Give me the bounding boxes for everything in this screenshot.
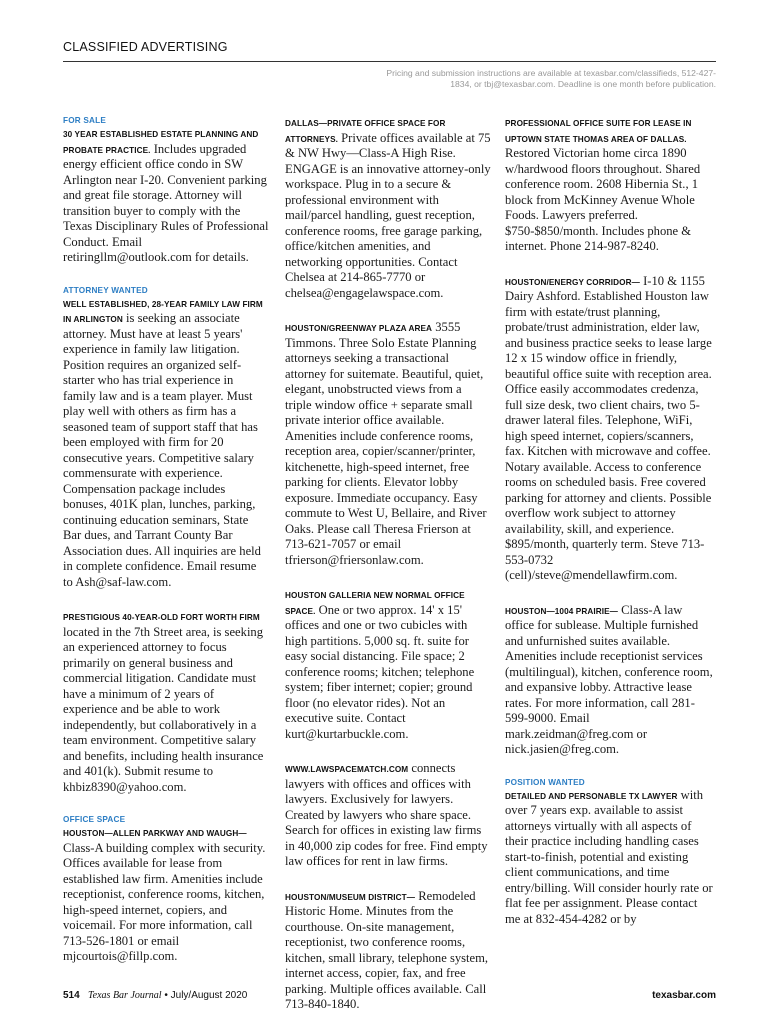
page-number: 514 xyxy=(63,990,80,1001)
classified-ad xyxy=(285,761,491,870)
ad-heading: PROFESSIONAL OFFICE SUITE FOR LEASE IN UPTOWN STATE THOMAS AREA OF DALLAS. xyxy=(505,119,692,144)
issue-date: July/August 2020 xyxy=(170,990,248,1001)
footer-bullet: • xyxy=(164,990,168,1001)
classified-ad xyxy=(63,609,269,795)
category-label: POSITION WANTED xyxy=(505,777,585,787)
ad-body: Includes upgraded energy efficient office condo in SW Arlington near I-20. Convenient parking and great file storage. Attorney will transition buyer to comply with the Texas Disciplinary Rules of Professional Conduct. Email retiringllm@outlook.com for details. xyxy=(63,141,269,264)
ad-body: with over 7 years exp. available to assist attorneys virtually with all aspects of their practice including handling cases start-to-finish, potential and existing client communications, and time entry/billing. Will consider hourly rate or flat fee per assignment. Please contact me at 832-454-4282 or by xyxy=(505,787,713,926)
ad-heading: 30 YEAR ESTABLISHED ESTATE PLANNING AND PROBATE PRACTICE. xyxy=(63,130,259,155)
ad-body: connects lawyers with offices and offices with lawyers. Exclusively for lawyers. Created by lawyers who share space. Search for offices in existing law firms in 40,000 zip codes for free. Find empty law offices for rent in law firms. xyxy=(285,761,488,868)
ad-body: Private offices available at 75 & NW Hwy—Class-A High Rise. ENGAGE is an innovative attorney-only workspace. Plug in to a secure & professional environment with mail/parcel handling, guest reception, conference rooms, free garage parking, office/kitchen amenities, and networking opportunities. Contact Chelsea at 214-865-7770 or chelsea@engagelawspace.com. xyxy=(285,130,491,300)
ad-body: Remodeled Historic Home. Minutes from the courthouse. On-site management, receptionist, two conference rooms, kitchen, small library, telephone system, internet access, copier, fax, and free parking. Multiple offices available. Call 713-840-1840. xyxy=(285,888,489,1011)
ad-heading: HOUSTON—ALLEN PARKWAY AND WAUGH— xyxy=(63,829,247,838)
section-title: CLASSIFIED ADVERTISING xyxy=(63,40,228,54)
classified-ad xyxy=(285,115,491,301)
ad-heading: WELL ESTABLISHED, 28-YEAR FAMILY LAW FIRM IN ARLINGTON xyxy=(63,299,263,324)
ad-heading: HOUSTON/ENERGY CORRIDOR— xyxy=(505,277,640,287)
category-label: FOR SALE xyxy=(63,116,106,125)
column-2 xyxy=(285,115,491,1032)
ad-heading: HOUSTON GALLERIA NEW NORMAL OFFICE SPACE. xyxy=(285,591,465,616)
column-3 xyxy=(505,115,713,946)
category-label: ATTORNEY WANTED xyxy=(63,285,148,295)
classified-ad xyxy=(505,274,713,584)
classified-ad xyxy=(285,320,491,568)
ad-heading: DALLAS—PRIVATE OFFICE SPACE FOR ATTORNEYS. xyxy=(285,119,446,144)
ad-body: I-10 & 1155 Dairy Ashford. Established Houston law firm with estate/trust planning, probate/trust administration, elder law, and business practice seeks to lease large 12 x 15 window office in friendly, beautiful office suite with reception area. Office easily accommodates credenza, full size desk, two client chairs, two 5-drawer lateral files. Telephone, WiFi, high speed internet, copiers/scanners, fax. Kitchen with microwave and coffee. Notary available. Access to conference rooms on scheduled basis. Free covered parking for attorney and clients. Possible overflow work subject to attorney availability, skill, and experience. $895/month, quarterly term. Steve 713-553-0732 (cell)/steve@mendellawfirm.com. xyxy=(505,273,712,582)
ad-heading: DETAILED AND PERSONABLE TX LAWYER xyxy=(505,791,678,801)
classified-ad xyxy=(505,777,713,928)
ad-body: Class-A building complex with security. Offices available for lease from established law firm. Amenities include receptionist, conference rooms, kitchen, high-speed internet, copiers, and voicemail. For more information, call 713-526-1801 or email mjcourtois@fillp.com. xyxy=(63,840,266,963)
header-divider xyxy=(63,61,716,62)
classified-ad xyxy=(63,285,269,591)
classified-ad xyxy=(63,115,269,266)
ad-heading: WWW.LAWSPACEMATCH.COM xyxy=(285,765,409,774)
ad-body: is seeking an associate attorney. Must have at least 5 years' experience in family law litigation. Position requires an organized self-starter who has trial experience in family law and is a team player. Must play well with others as firm has a seasoned team of support staff that has been employed with firm for 20 consecutive years. Competitive salary commensurate with experience. Compensation package includes bonuses, 401K plan, lunches, parking, continuing education seminars, State Bar dues, and Tarrant County Bar Association dues. All inquiries are held in complete confidence. Email resume to Ash@saf-law.com. xyxy=(63,311,261,589)
journal-name: Texas Bar Journal xyxy=(88,990,162,1001)
classified-ad xyxy=(63,814,269,965)
classified-ad xyxy=(505,115,713,255)
submission-note: Pricing and submission instructions are available at texasbar.com/classifieds, 512-427-1834, or tbj@texasbar.com. Deadline is one month before publication. xyxy=(386,68,716,89)
ad-body: 3555 Timmons. Three Solo Estate Planning attorneys seeking a transactional attorney for suitemate. Beautiful, quiet, elegant, unobstructed views from a triple window office + separate small private interior office available. Amenities include conference rooms, reception area, copier/scanner/printer, kitchenette, high-speed internet, free parking for clients. Elevator lobby exposure. Immediate occupancy. Easy commute to West U, Bellaire, and River Oaks. Please call Theresa Frierson at 713-621-7057 or email tfrierson@friersonlaw.com. xyxy=(285,320,487,567)
classified-ad xyxy=(505,603,713,758)
ad-heading: HOUSTON/GREENWAY PLAZA AREA xyxy=(285,324,433,333)
ad-body: Restored Victorian home circa 1890 w/hardwood floors throughout. Shared conference room. 2608 Hibernia St., 1 block from McKinney Avenue Whole Foods. Lawyers preferred. $750-$850/month. Includes phone & internet. Phone 214-987-8240. xyxy=(505,146,701,253)
ad-body: One or two approx. 14' x 15' offices and one or two cubicles with high partitions. 5,000 sq. ft. suite for easy social distancing. File space; 2 conference rooms; kitchen; telephone system; fiber internet; copier; ground floor (no elevator rides). Not an executive suite. Contact kurt@kurtarbuckle.com. xyxy=(285,602,475,741)
site-link[interactable]: texasbar.com xyxy=(652,990,716,1001)
column-1 xyxy=(63,115,269,984)
ad-heading: HOUSTON/MUSEUM DISTRICT— xyxy=(285,892,416,902)
ad-body: Class-A law office for sublease. Multiple furnished and unfurnished suites available. Amenities include receptionist services (multilingual), kitchen, conference room, and expansive lobby. Attractive lease rates. For more information, call 281-599-9000. Email mark.zeidman@freg.com or nick.jasien@freg.com. xyxy=(505,602,713,756)
ad-heading: PRESTIGIOUS 40-YEAR-OLD FORT WORTH FIRM xyxy=(63,613,260,622)
ad-heading: HOUSTON—1004 PRAIRIE— xyxy=(505,606,618,616)
ad-body: located in the 7th Street area, is seeking an experienced attorney to focus primarily on general business and commercial litigation. Candidate must have a minimum of 2 years of experience and be able to work independently, but collaboratively in a team environment. Competitive salary and benefits, including health insurance and 401(k). Submit resume to khbiz8390@yahoo.com. xyxy=(63,624,264,794)
classified-ad xyxy=(285,587,491,742)
category-label: OFFICE SPACE xyxy=(63,815,126,824)
page-footer xyxy=(63,990,716,1001)
